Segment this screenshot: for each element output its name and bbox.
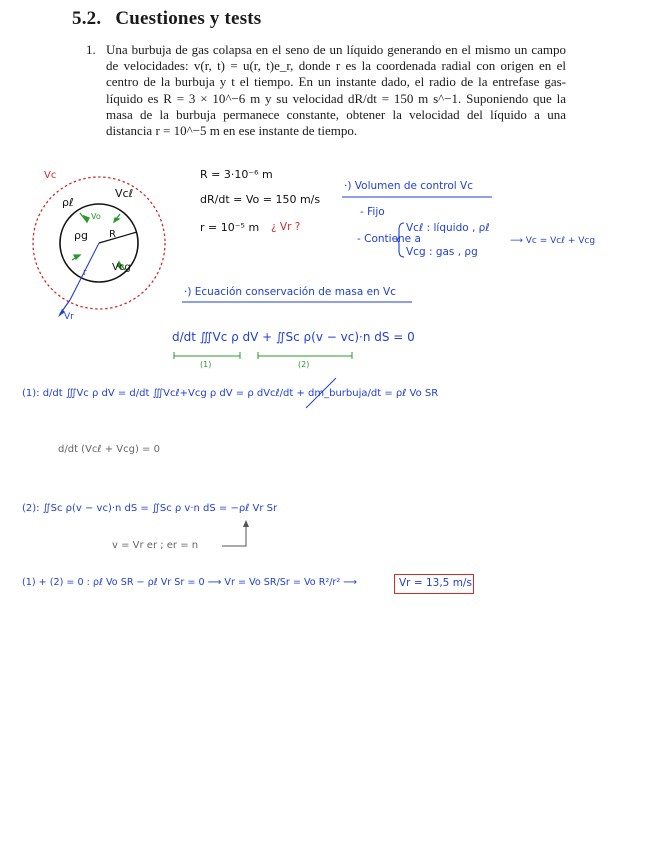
problem-number: 1.	[86, 42, 96, 57]
eq2-line: (2): ∬Sc ρ(v − vc)·n dS = ∬Sc ρ v·n dS = −ρℓ Vr Sr	[22, 503, 278, 514]
eq1-sub: d/dt (Vcℓ + Vcg) = 0	[58, 444, 160, 455]
control-volume-title: ·) Volumen de control Vc	[344, 180, 473, 192]
diagram-label-vo: Vo	[91, 212, 101, 221]
final-answer: Vr = 13,5 m/s	[399, 577, 472, 589]
mass-eq-label-1: (1)	[200, 360, 212, 369]
section-title: Cuestiones y tests	[115, 8, 262, 29]
control-volume-result: ⟶ Vc = Vcℓ + Vcg	[510, 236, 596, 246]
section-number: 5.2.	[72, 8, 102, 29]
mass-eq-title: ·) Ecuación conservación de masa en Vc	[184, 286, 397, 298]
diagram-label-rho-l: ρℓ	[62, 196, 74, 209]
given-ask: ¿ Vr ?	[271, 221, 301, 233]
diagram-label-vr: Vr	[64, 312, 74, 322]
diagram-label-r: r	[83, 268, 87, 278]
eq2-sub: v = Vr er ; er = n	[112, 540, 199, 551]
final-line: (1) + (2) = 0 : ρℓ Vo SR − ρℓ Vr Sr = 0 ⟶ Vr = Vo SR/Sr = Vo R²/r² ⟶	[22, 577, 358, 588]
eq1-line: (1): d/dt ∭Vc ρ dV = d/dt ∭Vcℓ+Vcg ρ dV = ρ dVcℓ/dt + dm_burbuja/dt = ρℓ Vo SR	[22, 388, 439, 399]
diagram-label-vcl: Vcℓ	[115, 187, 134, 200]
control-volume-contiene: - Contiene a	[357, 233, 421, 245]
mass-eq-label-2: (2)	[298, 360, 310, 369]
given-r: r = 10⁻⁵ m	[200, 221, 260, 234]
control-volume-fijo: - Fijo	[360, 206, 385, 218]
control-volume-vcg: Vcg : gas , ρg	[406, 246, 478, 258]
radius-R-line	[99, 232, 137, 243]
mass-eq-equation: d/dt ∭Vc ρ dV + ∬Sc ρ(v − vc)·n dS = 0	[172, 330, 415, 344]
diagram-label-vc: Vc	[44, 170, 57, 181]
diagram-label-rho-g: ρg	[74, 229, 88, 242]
problem-text: Una burbuja de gas colapsa en el seno de un líquido generando en el mismo un campo de velocidades: v(r, t) = u(r, t)e_r, donde r es la coordenada radial con origen en el centro de la burbuja y t el tiempo. En un instante dado, el radio de la entrefase gas-líquido es R = 3 × 10^−6 m y su velocidad dR/dt = 150 m s^−1. Suponiendo que la masa de la burbuja permanece constante, obtener la velocidad del líquido a una distancia r = 10^−5 m en ese instante de tiempo.	[106, 42, 566, 139]
given-dRdt: dR/dt = Vo = 150 m/s	[200, 193, 321, 206]
diagram-label-R: R	[109, 229, 116, 240]
diagram-label-vcg: Vcg	[112, 262, 131, 273]
control-volume-vcl: Vcℓ : líquido , ρℓ	[406, 222, 490, 234]
given-R: R = 3·10⁻⁶ m	[200, 168, 273, 181]
